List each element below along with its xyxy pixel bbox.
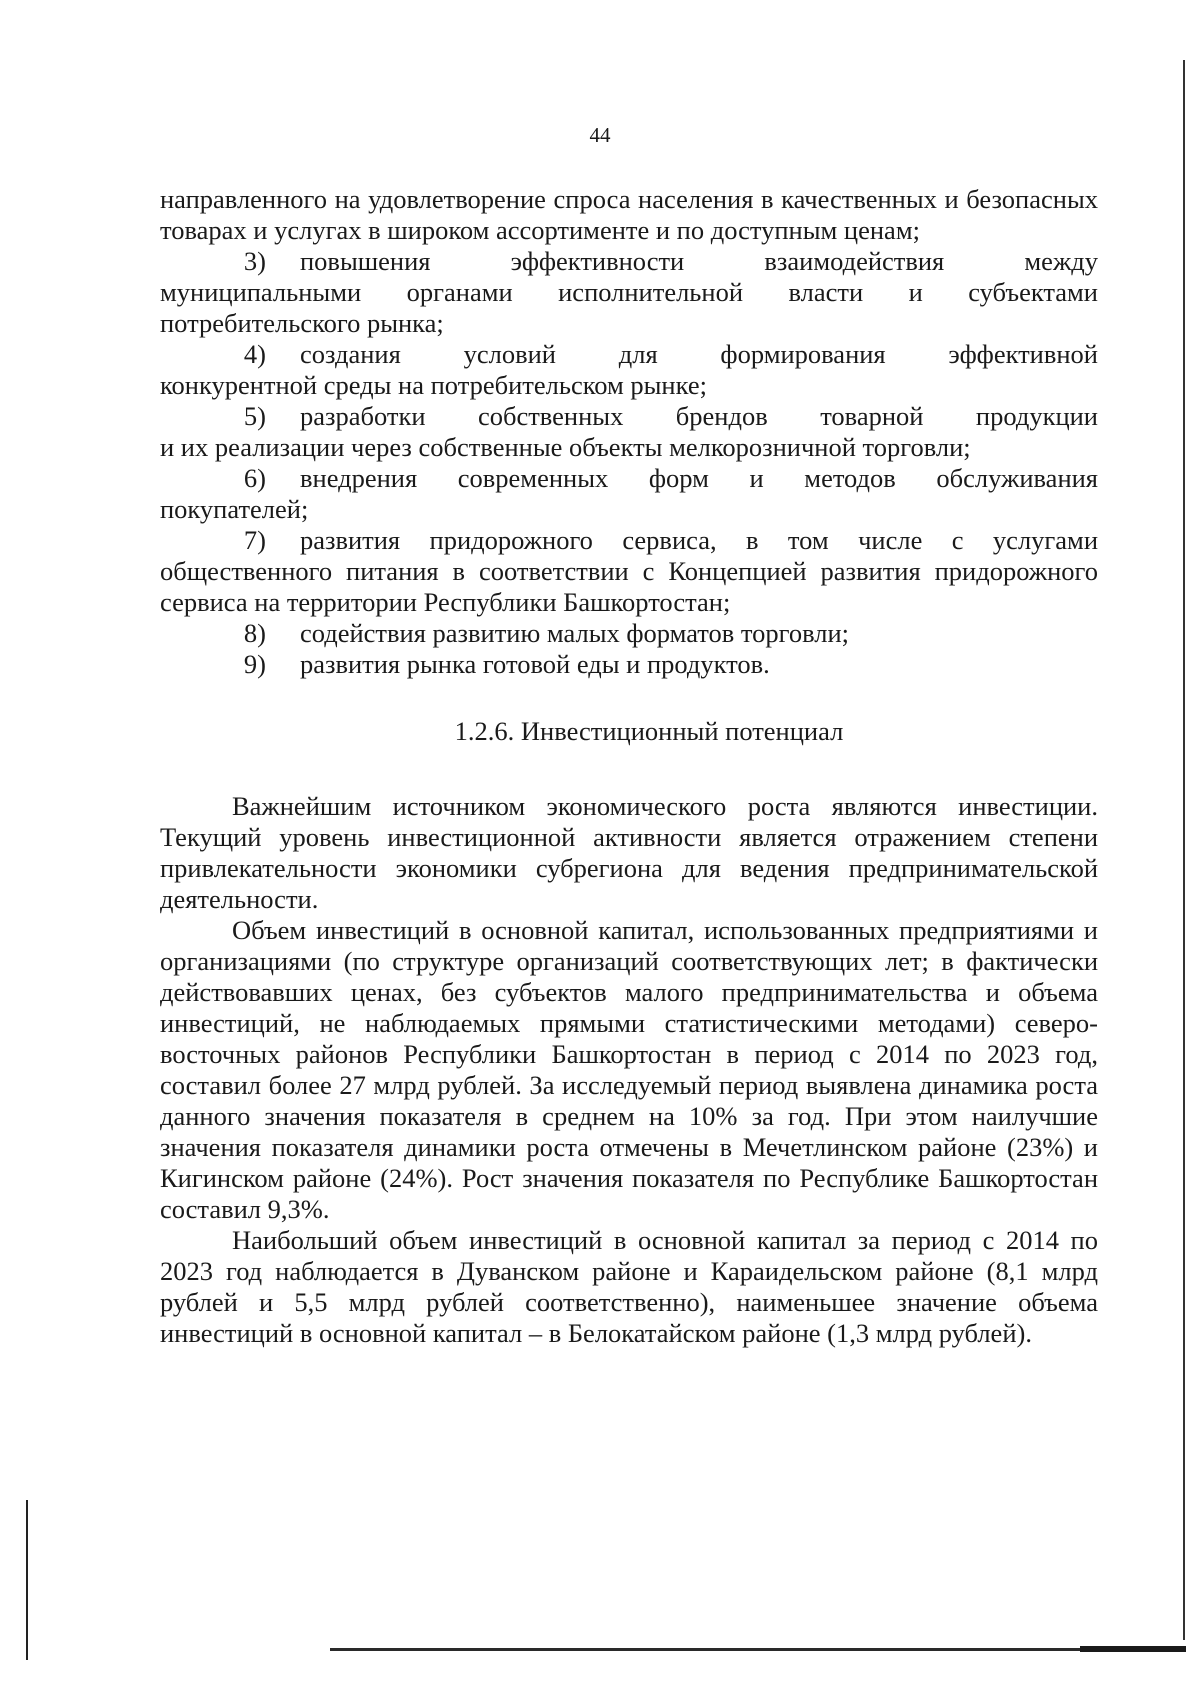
bottom-rule-mark [1080,1646,1186,1652]
document-body [160,184,1098,1349]
section-paragraph: Объем инвестиций в основной капитал, использованных предприятиями и организациями (по структуре организаций соответствующих лет; в фактически действовавших ценах, без субъектов малого предпринимательства и объема инвестиций, не наблюдаемых прямыми статистическими методами) северо-восточных районов Республики Башкортостан в период с 2014 по 2023 год, составил более 27 млрд рублей. За исследуемый период выявлена динамика роста данного значения показателя в среднем на 10% за год. При этом наилучшие значения показателя динамики роста отмечены в Мечетлинском районе (23%) и Кигинском районе (24%). Рост значения показателя по Республике Башкортостан составил 9,3%. [160,915,1098,1224]
list-item-continuation: общественного питания в соответствии с Концепцией развития придорожного сервиса на территории Республики Башкортостан; [160,556,1098,617]
section-heading: 1.2.6. Инвестиционный потенциал [454,716,844,746]
list-item-first-line: повышения эффективности взаимодействия между [300,246,1098,276]
list-marker: 7) [243,525,266,555]
list-item-first-line: создания условий для формирования эффективной [300,339,1098,369]
section-paragraph: Важнейшим источником экономического роста являются инвестиции. Текущий уровень инвестиционной активности является отражением степени привлекательности экономики субрегиона для ведения предпринимательской деятельности. [160,791,1098,914]
list-marker: 5) [243,401,266,431]
list-item-first-line: содействия развитию малых форматов торговли; [300,618,850,648]
list-marker: 8) [243,618,266,648]
list-item [160,618,1098,649]
intro-paragraph: направленного на удовлетворение спроса населения в качественных и безопасных товарах и услугах в широком ассортименте и по доступным ценам; [160,184,1098,245]
list-item [160,401,1098,463]
left-margin-line [26,1500,28,1660]
list-marker: 3) [243,246,266,276]
list-marker: 6) [243,463,266,493]
list-item-first-line: внедрения современных форм и методов обслуживания [300,463,1098,493]
list-item [160,339,1098,401]
list-item [160,246,1098,339]
list-item [160,649,1098,680]
list-item [160,463,1098,525]
list-marker: 9) [243,649,266,679]
page-number: 44 [589,123,611,147]
list-item-continuation: и их реализации через собственные объекты мелкорозничной торговли; [160,432,971,462]
list-item-first-line: разработки собственных брендов товарной продукции [300,401,1098,431]
right-margin-line [1183,60,1185,1640]
list-marker: 4) [243,339,266,369]
goals-list [160,246,1098,680]
list-item-continuation: конкурентной среды на потребительском рынке; [160,370,707,400]
list-item-first-line: развития рынка готовой еды и продуктов. [300,649,770,679]
list-item-continuation: покупателей; [160,494,309,524]
list-item-continuation: муниципальными органами исполнительной власти и субъектами потребительского рынка; [160,277,1098,338]
list-item [160,525,1098,618]
bottom-rule-line [330,1648,1186,1651]
list-item-first-line: развития придорожного сервиса, в том числе с услугами [300,525,1098,555]
section-paragraph: Наибольший объем инвестиций в основной капитал за период с 2014 по 2023 год наблюдается в Дуванском районе и Караидельском районе (8,1 млрд рублей и 5,5 млрд рублей соответственно), наименьшее значение объема инвестиций в основной капитал – в Белокатайском районе (1,3 млрд рублей). [160,1225,1098,1348]
